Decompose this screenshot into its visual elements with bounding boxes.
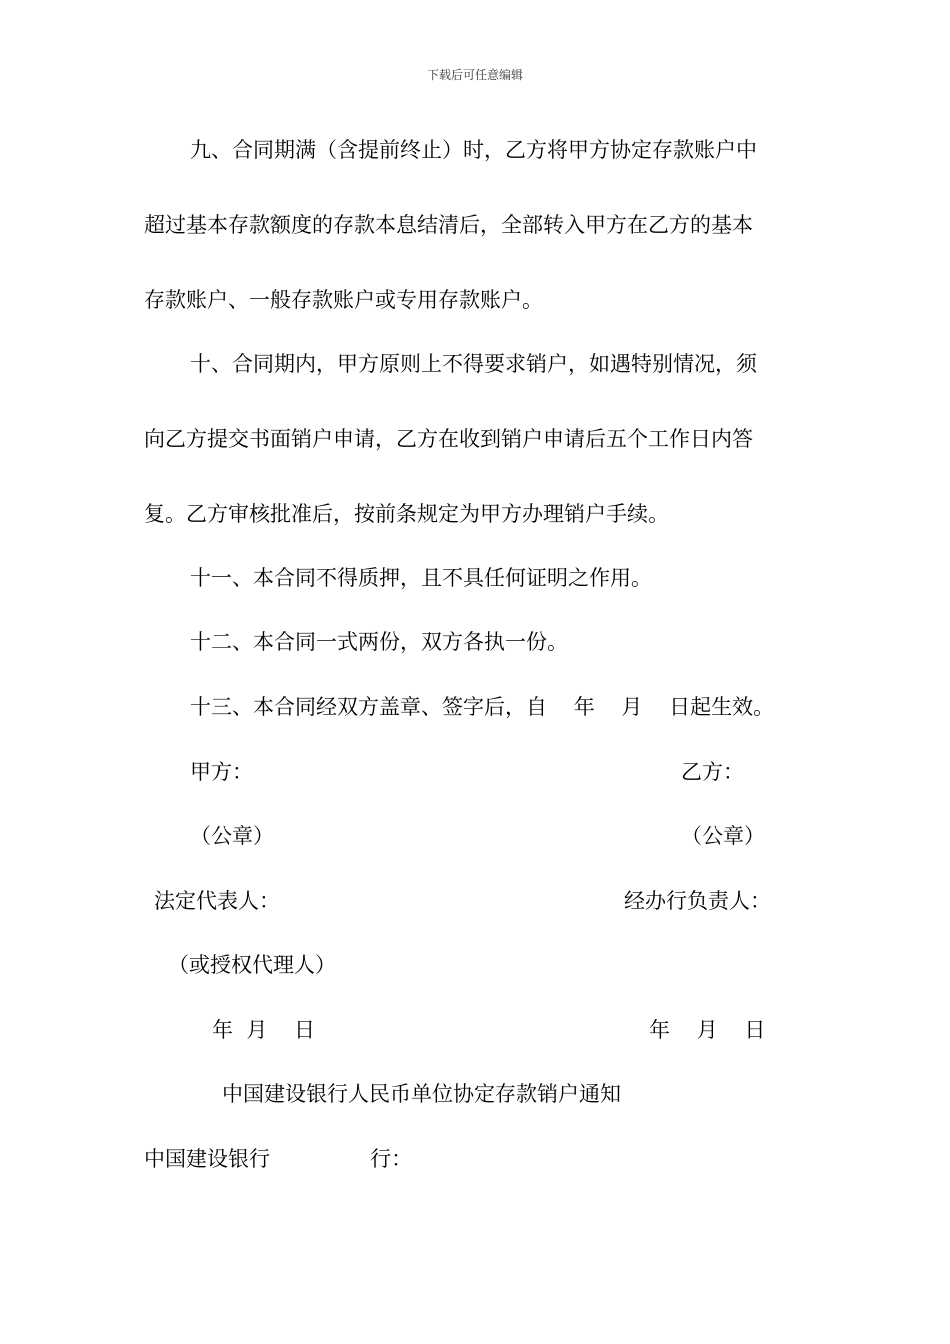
- clause-13: 十三、本合同经双方盖章、签字后，自 年 月 日起生效。: [190, 695, 775, 719]
- party-b-representative: 经办行负责人：: [624, 889, 771, 913]
- clause-9-line-1: 九、合同期满（含提前终止）时，乙方将甲方协定存款账户中: [190, 138, 757, 162]
- clause-9-line-2: 超过基本存款额度的存款本息结清后，全部转入甲方在乙方的基本: [144, 213, 753, 237]
- page-header: 下载后可任意编辑: [426, 68, 523, 82]
- clause-10-line-1: 十、合同期内，甲方原则上不得要求销户，如遇特别情况，须: [190, 352, 757, 376]
- clause-11: 十一、本合同不得质押，且不具任何证明之作用。: [190, 566, 652, 590]
- notice-title: 中国建设银行人民币单位协定存款销户通知: [222, 1082, 621, 1106]
- party-a-representative-alt: （或授权代理人）: [168, 953, 336, 977]
- party-b-seal: （公章）: [681, 824, 765, 848]
- party-a-label: 甲方：: [190, 760, 253, 784]
- clause-10-line-2: 向乙方提交书面销户申请，乙方在收到销户申请后五个工作日内答: [144, 427, 753, 451]
- clause-12: 十二、本合同一式两份，双方各执一份。: [190, 630, 568, 654]
- party-b-date: 年 月 日: [649, 1018, 766, 1042]
- party-b-label: 乙方：: [681, 760, 744, 784]
- clause-10-line-3: 复。乙方审核批准后，按前条规定为甲方办理销户手续。: [144, 502, 669, 526]
- party-a-representative: 法定代表人：: [154, 889, 280, 913]
- party-a-seal: （公章）: [190, 824, 274, 848]
- party-a-date: 年 月 日: [212, 1018, 316, 1042]
- clause-9-line-3: 存款账户、一般存款账户或专用存款账户。: [144, 288, 543, 312]
- notice-bank-line: 中国建设银行 行：: [144, 1147, 413, 1171]
